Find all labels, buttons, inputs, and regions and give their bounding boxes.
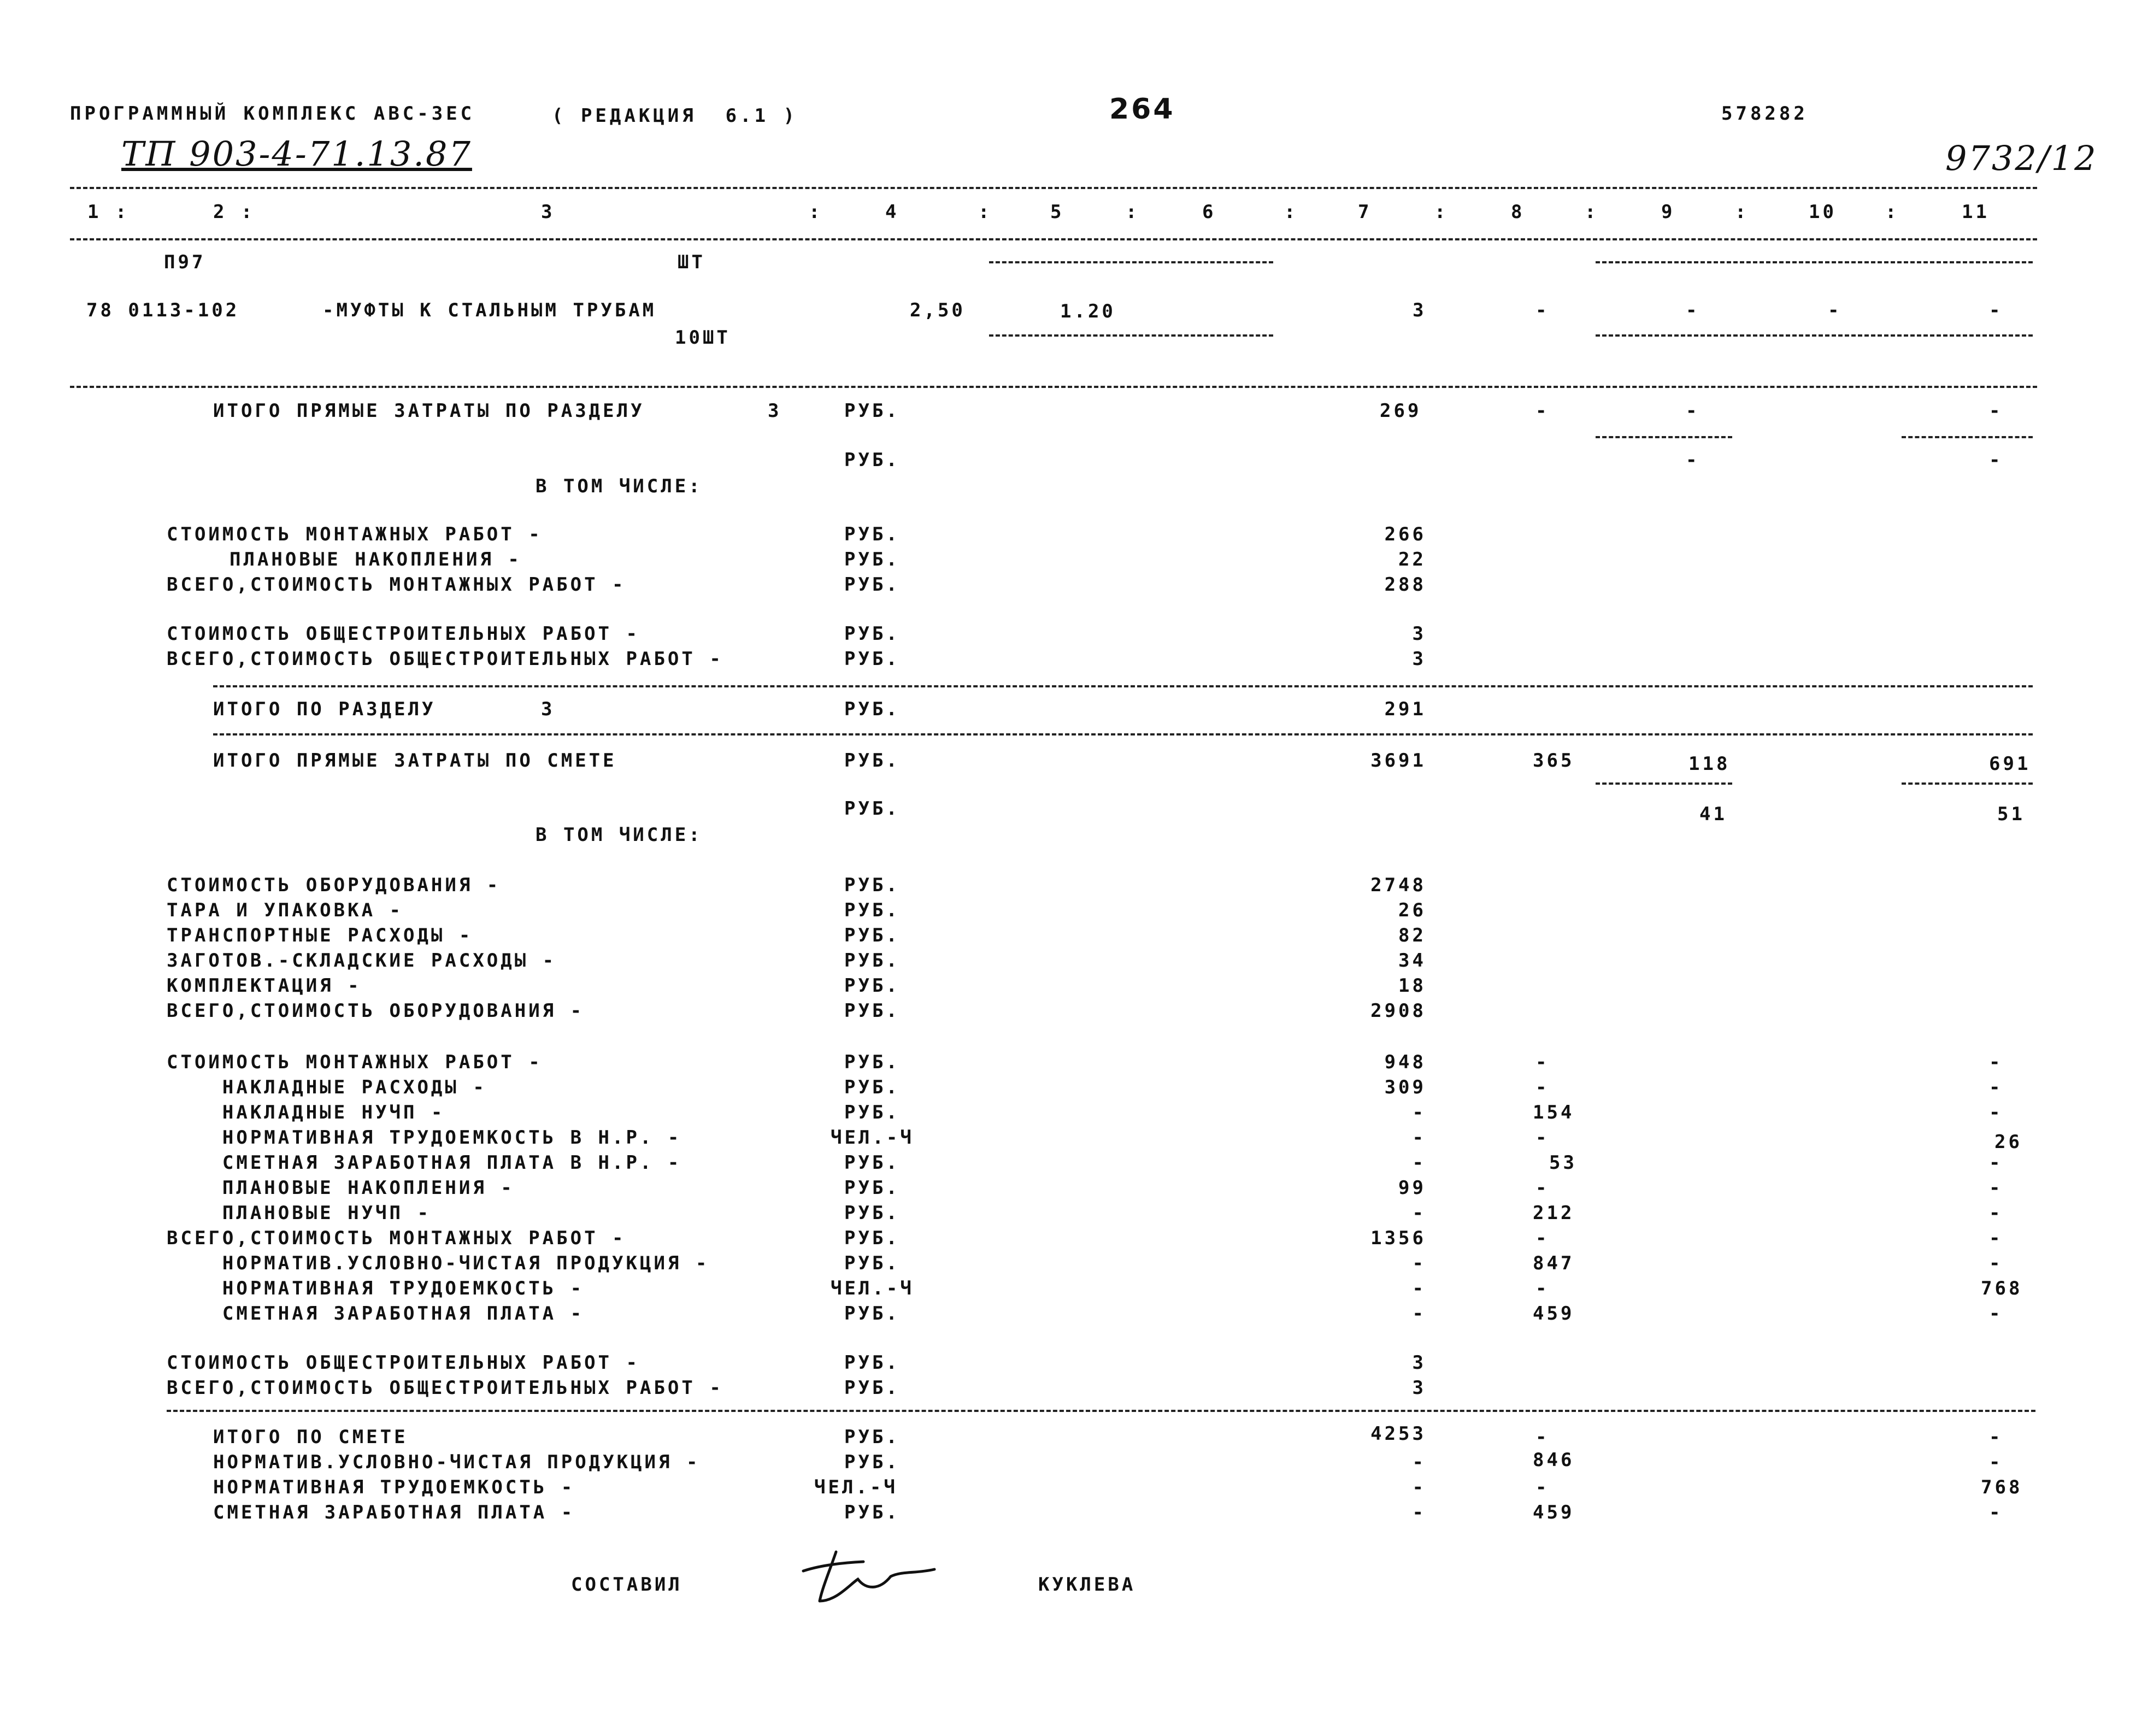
- value-c7: -: [1412, 1102, 1426, 1123]
- section-total: 269: [1380, 400, 1422, 422]
- value-c8: 847: [1533, 1252, 1575, 1274]
- planned-label: ПЛАНОВЫЕ НАКОПЛЕНИЯ -: [230, 549, 522, 570]
- col-sep: :: [1284, 201, 1298, 223]
- unit-label: РУБ.: [844, 648, 900, 670]
- dash-cell: -: [1686, 400, 1700, 422]
- list-item: ЗАГОТОВ.-СКЛАДСКИЕ РАСХОДЫ -: [167, 950, 557, 972]
- value-c7: 3: [1412, 1352, 1426, 1374]
- unit-label: РУБ.: [844, 1451, 900, 1473]
- doc-code: 578282: [1721, 103, 1808, 125]
- list-item: НОРМАТИВНАЯ ТРУДОЕМКОСТЬ В Н.Р. -: [167, 1127, 682, 1149]
- unit-label: РУБ.: [844, 1426, 900, 1448]
- value-c8: 53: [1549, 1152, 1577, 1174]
- item-name: -МУФТЫ К СТАЛЬНЫМ ТРУБАМ: [322, 299, 657, 321]
- unit-label: РУБ.: [844, 798, 900, 820]
- total-install-label: ВСЕГО,СТОИМОСТЬ МОНТАЖНЫХ РАБОТ -: [167, 574, 626, 596]
- value-c8: 459: [1533, 1502, 1575, 1523]
- col-4: 4: [885, 201, 899, 223]
- value-c8: -: [1535, 1476, 1550, 1498]
- row-code: П97: [164, 251, 206, 273]
- estimate-c9b: 41: [1699, 803, 1727, 825]
- including-label: В ТОМ ЧИСЛЕ:: [536, 475, 703, 497]
- value-c7: -: [1412, 1202, 1426, 1224]
- unit-label: РУБ.: [844, 975, 900, 997]
- estimate-c11b: 51: [1997, 803, 2025, 825]
- value-c7: 2748: [1370, 874, 1426, 896]
- author-name: КУКЛЕВА: [1038, 1574, 1136, 1596]
- item-col8: -: [1535, 299, 1550, 321]
- value-c7: 18: [1398, 975, 1426, 997]
- list-item: НОРМАТИВНАЯ ТРУДОЕМКОСТЬ -: [167, 1278, 585, 1299]
- col-sep: :: [978, 201, 992, 223]
- unit-label: РУБ.: [844, 899, 900, 921]
- value-c7: -: [1412, 1278, 1426, 1299]
- unit-label: РУБ.: [844, 1152, 900, 1174]
- section-total-number: 3: [541, 698, 555, 720]
- item-col10: -: [1828, 299, 1842, 321]
- col-sep: :: [1434, 201, 1449, 223]
- value-c7: 309: [1384, 1076, 1426, 1098]
- program-name: ПРОГРАММНЫЙ КОМПЛЕКС АВС-3ЕС: [70, 103, 475, 125]
- section-rule: [167, 1410, 2035, 1412]
- unit-label: РУБ.: [844, 400, 900, 422]
- cell-rule: [1902, 782, 2033, 785]
- column-rule: [70, 238, 2037, 240]
- unit-label: РУБ.: [844, 925, 900, 946]
- value-c7: 1356: [1370, 1227, 1426, 1249]
- section-rule: [213, 685, 2033, 687]
- item-col11: -: [1989, 299, 2003, 321]
- unit-label: РУБ.: [844, 750, 900, 772]
- col-sep: :: [1735, 201, 1749, 223]
- col-6: 6: [1202, 201, 1216, 223]
- value-c11: -: [1989, 1202, 2003, 1224]
- value-c11: -: [1989, 1451, 2003, 1473]
- cell-rule: [1596, 334, 2033, 337]
- list-item: НАКЛАДНЫЕ РАСХОДЫ -: [167, 1076, 487, 1098]
- value-c8: -: [1535, 1177, 1550, 1199]
- section-number: 3: [768, 400, 782, 422]
- list-item: СТОИМОСТЬ ОБОРУДОВАНИЯ -: [167, 874, 501, 896]
- value-c11: 26: [1994, 1131, 2022, 1153]
- row-unit: ШТ: [678, 251, 705, 273]
- col-11: 11: [1962, 201, 1990, 223]
- section-title: ИТОГО ПРЯМЫЕ ЗАТРАТЫ ПО РАЗДЕЛУ: [213, 400, 645, 422]
- unit-label: РУБ.: [844, 1377, 900, 1399]
- list-item: НОРМАТИВНАЯ ТРУДОЕМКОСТЬ -: [213, 1476, 575, 1498]
- edition-label: ( РЕДАКЦИЯ 6.1 ): [552, 105, 798, 127]
- section-rule: [70, 386, 2037, 388]
- value-c8: 846: [1533, 1449, 1575, 1471]
- item-col9: -: [1686, 299, 1700, 321]
- unit-label: ЧЕЛ.-Ч: [831, 1278, 914, 1299]
- list-item: КОМПЛЕКТАЦИЯ -: [167, 975, 362, 997]
- sheet-code: 9732/12: [1945, 138, 2098, 178]
- list-item: СМЕТНАЯ ЗАРАБОТНАЯ ПЛАТА В Н.Р. -: [167, 1152, 682, 1174]
- list-item: СМЕТНАЯ ЗАРАБОТНАЯ ПЛАТА -: [167, 1303, 585, 1325]
- list-item: СТОИМОСТЬ МОНТАЖНЫХ РАБОТ -: [167, 1051, 543, 1073]
- estimate-c11: 691: [1989, 753, 2031, 775]
- total-install-value: 288: [1384, 574, 1426, 596]
- value-c8: 459: [1533, 1303, 1575, 1325]
- unit-label: РУБ.: [844, 874, 900, 896]
- dash-cell: -: [1686, 449, 1700, 471]
- value-c7: 4253: [1370, 1423, 1426, 1445]
- unit-label: РУБ.: [844, 1000, 900, 1022]
- col-7: 7: [1358, 201, 1372, 223]
- value-c11: -: [1989, 1051, 2003, 1073]
- value-c7: -: [1412, 1127, 1426, 1149]
- col-5: 5: [1050, 201, 1064, 223]
- value-c8: 212: [1533, 1202, 1575, 1224]
- cell-rule: [1596, 782, 1732, 785]
- value-c8: -: [1535, 1127, 1550, 1149]
- col-sep: :: [1126, 201, 1140, 223]
- list-item: ВСЕГО,СТОИМОСТЬ ОБОРУДОВАНИЯ -: [167, 1000, 585, 1022]
- unit-label: РУБ.: [844, 623, 900, 645]
- value-c7: -: [1412, 1451, 1426, 1473]
- total-gen-label: ВСЕГО,СТОИМОСТЬ ОБЩЕСТРОИТЕЛЬНЫХ РАБОТ -: [167, 648, 723, 670]
- value-c7: 82: [1398, 925, 1426, 946]
- value-c11: -: [1989, 1102, 2003, 1123]
- dash-cell: -: [1989, 400, 2003, 422]
- estimate-title: ИТОГО ПРЯМЫЕ ЗАТРАТЫ ПО СМЕТЕ: [213, 750, 617, 772]
- dash-cell: -: [1989, 449, 2003, 471]
- value-c11: -: [1989, 1502, 2003, 1523]
- value-c11: -: [1989, 1076, 2003, 1098]
- value-c8: -: [1535, 1227, 1550, 1249]
- item-col5: 1.20: [1060, 301, 1116, 322]
- value-c7: -: [1412, 1252, 1426, 1274]
- unit-label: ЧЕЛ.-Ч: [831, 1127, 914, 1149]
- item-col7: 3: [1413, 299, 1427, 321]
- estimate-c8: 365: [1533, 750, 1575, 772]
- unit-label: РУБ.: [844, 523, 900, 545]
- value-c11: -: [1989, 1152, 2003, 1174]
- unit-label: РУБ.: [844, 549, 900, 570]
- value-c7: -: [1412, 1502, 1426, 1523]
- unit-label: РУБ.: [844, 1352, 900, 1374]
- section-total-value: 291: [1384, 698, 1426, 720]
- unit-label: РУБ.: [844, 1202, 900, 1224]
- col-sep: :: [1885, 201, 1899, 223]
- gen-cost-label: СТОИМОСТЬ ОБЩЕСТРОИТЕЛЬНЫХ РАБОТ -: [167, 623, 640, 645]
- col-3: 3: [541, 201, 555, 223]
- cell-rule: [1596, 261, 2033, 263]
- unit-label: РУБ.: [844, 950, 900, 972]
- col-2: 2 :: [213, 201, 255, 223]
- value-c8: -: [1535, 1051, 1550, 1073]
- value-c7: -: [1412, 1476, 1426, 1498]
- value-c8: -: [1535, 1076, 1550, 1098]
- value-c7: 99: [1398, 1177, 1426, 1199]
- col-9: 9: [1661, 201, 1675, 223]
- col-1: 1 :: [87, 201, 130, 223]
- install-cost-label: СТОИМОСТЬ МОНТАЖНЫХ РАБОТ -: [167, 523, 543, 545]
- cell-rule: [1902, 436, 2033, 438]
- install-cost-value: 266: [1384, 523, 1426, 545]
- col-sep: :: [1585, 201, 1599, 223]
- value-c7: 2908: [1370, 1000, 1426, 1022]
- planned-value: 22: [1398, 549, 1426, 570]
- unit-label: РУБ.: [844, 574, 900, 596]
- cell-rule: [1596, 436, 1732, 438]
- estimate-c7: 3691: [1370, 750, 1426, 772]
- including-label: В ТОМ ЧИСЛЕ:: [536, 824, 703, 846]
- value-c11: -: [1989, 1252, 2003, 1274]
- list-item: НОРМАТИВ.УСЛОВНО-ЧИСТАЯ ПРОДУКЦИЯ -: [167, 1252, 710, 1274]
- total-gen-label: ВСЕГО,СТОИМОСТЬ ОБЩЕСТРОИТЕЛЬНЫХ РАБОТ -: [167, 1377, 723, 1399]
- dash-cell: -: [1535, 400, 1550, 422]
- list-item: НОРМАТИВ.УСЛОВНО-ЧИСТАЯ ПРОДУКЦИЯ -: [213, 1451, 701, 1473]
- list-item: ВСЕГО,СТОИМОСТЬ МОНТАЖНЫХ РАБОТ -: [167, 1227, 626, 1249]
- gen-cost-value: 3: [1412, 623, 1426, 645]
- value-c7: 948: [1384, 1051, 1426, 1073]
- value-c7: 34: [1398, 950, 1426, 972]
- col-10: 10: [1809, 201, 1837, 223]
- unit-label: РУБ.: [844, 1502, 900, 1523]
- unit-label: РУБ.: [844, 1051, 900, 1073]
- value-c7: -: [1412, 1303, 1426, 1325]
- unit-label: РУБ.: [844, 1252, 900, 1274]
- col-sep: :: [809, 201, 823, 223]
- estimate-c9: 118: [1688, 753, 1731, 775]
- value-c11: 768: [1981, 1476, 2023, 1498]
- value-c8: 154: [1533, 1102, 1575, 1123]
- list-item: СМЕТНАЯ ЗАРАБОТНАЯ ПЛАТА -: [213, 1502, 575, 1523]
- unit-label: РУБ.: [844, 1076, 900, 1098]
- unit-label: РУБ.: [844, 1177, 900, 1199]
- item-qty: 2,50: [910, 299, 966, 321]
- unit-label: РУБ.: [844, 698, 900, 720]
- col-8: 8: [1511, 201, 1525, 223]
- gen-cost-label: СТОИМОСТЬ ОБЩЕСТРОИТЕЛЬНЫХ РАБОТ -: [167, 1352, 640, 1374]
- value-c11: -: [1989, 1426, 2003, 1448]
- unit-label: РУБ.: [844, 1102, 900, 1123]
- list-item: ПЛАНОВЫЕ НУЧП -: [167, 1202, 431, 1224]
- value-c11: -: [1989, 1227, 2003, 1249]
- value-c11: -: [1989, 1303, 2003, 1325]
- list-item: НАКЛАДНЫЕ НУЧП -: [167, 1102, 445, 1123]
- header-rule: [70, 187, 2037, 189]
- project-code: ТП 903-4-71.13.87: [121, 134, 472, 174]
- section-total-label: ИТОГО ПО РАЗДЕЛУ: [213, 698, 436, 720]
- unit-label: РУБ.: [844, 1227, 900, 1249]
- value-c7: -: [1412, 1152, 1426, 1174]
- section-rule: [213, 733, 2033, 735]
- value-c11: 768: [1981, 1278, 2023, 1299]
- value-c11: -: [1989, 1177, 2003, 1199]
- total-gen-value: 3: [1412, 648, 1426, 670]
- list-item: ИТОГО ПО СМЕТЕ: [213, 1426, 408, 1448]
- list-item: ТРАНСПОРТНЫЕ РАСХОДЫ -: [167, 925, 473, 946]
- cell-rule: [989, 334, 1273, 337]
- value-c8: -: [1535, 1426, 1550, 1448]
- unit-label: ЧЕЛ.-Ч: [814, 1476, 898, 1498]
- list-item: ПЛАНОВЫЕ НАКОПЛЕНИЯ -: [167, 1177, 515, 1199]
- value-c8: -: [1535, 1278, 1550, 1299]
- unit-label: РУБ.: [844, 449, 900, 471]
- value-c7: 3: [1412, 1377, 1426, 1399]
- cell-rule: [989, 261, 1273, 263]
- value-c7: 26: [1398, 899, 1426, 921]
- list-item: ТАРА И УПАКОВКА -: [167, 899, 403, 921]
- item-code: 78 0113-102: [86, 299, 240, 321]
- unit-label: РУБ.: [844, 1303, 900, 1325]
- page-number: 264: [1109, 93, 1175, 126]
- composed-label: СОСТАВИЛ: [571, 1574, 682, 1596]
- signature: [798, 1541, 940, 1612]
- item-unit: 10ШТ: [675, 327, 731, 349]
